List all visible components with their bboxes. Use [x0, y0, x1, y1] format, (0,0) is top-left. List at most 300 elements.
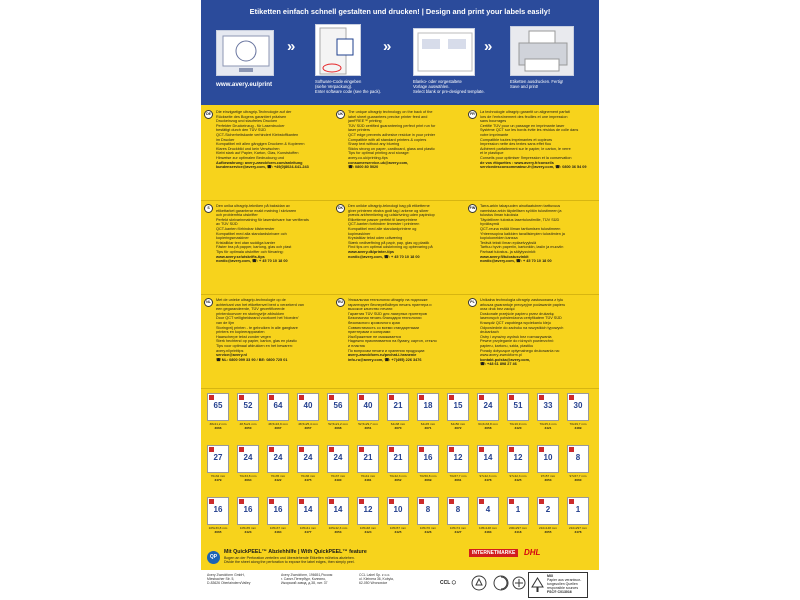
label-size: 70x25,4 mm [539, 422, 557, 426]
website-icon [216, 30, 274, 76]
address-ru: Avery Zweckform, 196651,Россия г. Санкт-Петербург, Колпино, Ижорский завод, д.38, лит. 37 [281, 573, 333, 585]
label-sheet-thumbnail [327, 393, 349, 421]
labels-per-sheet: 51 [513, 401, 523, 410]
label-size: 70x36 mm [300, 474, 316, 478]
labels-per-sheet: 24 [273, 453, 283, 462]
language-line: Certifié TÜV pour un passage en imprimante laser [480, 123, 565, 128]
language-line: Odpowiednie do zadruku na wszystkich typowych [480, 325, 564, 330]
language-line: Krystalklar tekst uden udtværing [348, 236, 403, 241]
internetmarke-logo: INTERNETMARKE [469, 549, 518, 557]
language-line: servicedesconsommateur-fr@avery.com, ☎: 0800 36 54 09 [480, 165, 587, 170]
language-line: www.avery.dk/printer-tips [348, 249, 394, 254]
sheet-corner-mark [389, 447, 394, 452]
language-row [201, 295, 599, 389]
language-line: etikettarket garanterar exakt matning i skrivaren [216, 208, 297, 213]
language-line: www.avery.se/utskrifts-tips [216, 254, 265, 259]
language-line: Impression nette des textes sans effet flou [480, 142, 552, 147]
label-sheet-thumbnail [507, 393, 529, 421]
language-text [216, 204, 329, 264]
language-line: Tarra-arkin takapuolen ainutlaatuinen tarttuvuus [480, 204, 561, 208]
language-text [216, 298, 329, 362]
labels-per-sheet: 24 [243, 453, 253, 462]
label-spec [475, 475, 501, 482]
language-sections [201, 107, 599, 389]
sheet-corner-mark [329, 499, 334, 504]
labels-per-sheet: 10 [543, 453, 553, 462]
label-size: 70x16,9 mm [509, 422, 527, 426]
language-text [348, 204, 461, 259]
labels-per-sheet: 21 [393, 453, 403, 462]
sheet-corner-mark [359, 447, 364, 452]
label-size: 70x35 mm [270, 474, 286, 478]
label-spec [445, 423, 471, 430]
label-sheet-thumbnail [297, 445, 319, 473]
language-line: Den unika ultragrip-tekniken på baksidan av [216, 204, 290, 208]
label-size: 52,5x21,2 mm [328, 422, 348, 426]
quickpeel-title: Mit QuickPEEL™ Abziehhilfe | With QuickPEEL™ feature [224, 549, 367, 555]
label-spec [565, 423, 591, 430]
sheet-corner-mark [329, 447, 334, 452]
language-line: QCT-reuna estää liiman tarttumisen tulostimeen [480, 226, 561, 231]
label-pack-back [201, 0, 599, 600]
product-code: 3667 [274, 425, 282, 430]
product-code: 3658 [484, 425, 492, 430]
language-line: Parhaat tulostus- ja säilytysvinkit: [480, 249, 536, 254]
language-line: гарантирует бесперебойную печать принтера и [348, 302, 432, 307]
sheet-corner-mark [539, 395, 544, 400]
language-line: varmistaa arkin täydellisen syötön tulostimeen ja [480, 208, 562, 213]
label-spec [535, 475, 561, 482]
label-spec [355, 423, 381, 430]
label-sheet-thumbnail [237, 393, 259, 421]
label-size: 52,5x29,7 mm [358, 422, 378, 426]
label-size: 97x57 mm [540, 474, 556, 478]
label-size: 70x29,7 mm [569, 422, 587, 426]
label-sheet-thumbnail [537, 497, 559, 525]
label-sheet-thumbnail [327, 445, 349, 473]
labels-per-sheet: 12 [363, 505, 373, 514]
language-code-badge: PL [468, 298, 477, 307]
label-size: 64x45 mm [420, 422, 436, 426]
labels-per-sheet: 4 [485, 505, 491, 514]
language-line: nordic@avery.com, ☎: + 45 70 10 18 00 [348, 254, 420, 259]
labels-per-sheet: 65 [213, 401, 223, 410]
labels-per-sheet: 15 [453, 401, 463, 410]
label-size: 97x67,7 mm [569, 474, 587, 478]
product-code: 3478 [484, 477, 492, 482]
label-spec [235, 475, 261, 482]
language-line: bestätigt durch den TÜV SÜD [216, 128, 266, 133]
product-code: 3421 [544, 425, 552, 430]
step-4-caption: Etiketten ausdrucken. Fertig! Save and print! [510, 79, 564, 90]
product-code: 3484 [274, 529, 282, 534]
language-line: Tips för optimala utskrifter och förvaring: [216, 249, 284, 254]
language-line: kopieringsmaskiner [216, 236, 249, 241]
language-line: Kompatibel med alla standardskrivare och [216, 231, 287, 236]
label-spec [475, 423, 501, 430]
label-size: 210x148 mm [539, 526, 557, 530]
language-text [348, 110, 461, 170]
recycle-icon [471, 575, 487, 591]
sheet-corner-mark [209, 395, 214, 400]
labels-per-sheet: 40 [363, 401, 373, 410]
label-sheet-thumbnail [477, 393, 499, 421]
language-line: label sheet guarantees precise printer feed and [348, 114, 428, 119]
labels-per-sheet: 30 [573, 401, 583, 410]
product-code: 3481 [364, 477, 372, 482]
language-line: Изображение не смазывается [348, 334, 402, 339]
language-code-badge: RU [336, 298, 345, 307]
product-code: 3653 [334, 529, 342, 534]
step-arrow: » [383, 38, 392, 55]
label-spec [505, 527, 531, 534]
label-spec [265, 423, 291, 430]
language-line: Adhérent parfaitement sur le papier, le carton, le verre [480, 146, 571, 151]
label-sheet-thumbnail [567, 393, 589, 421]
label-spec [565, 475, 591, 482]
product-code: 3666 [214, 425, 222, 430]
sheet-corner-mark [509, 395, 514, 400]
language-line: service@avery.nl [216, 353, 247, 358]
language-line: Conseils pour optimiser l'impression et la conservation [480, 155, 572, 160]
paper-recycling-icon [511, 575, 527, 591]
product-code: 3668 [334, 425, 342, 430]
label-spec [445, 527, 471, 534]
label-size: 105x48 mm [359, 526, 377, 530]
label-sheet-thumbnail [507, 497, 529, 525]
label-sheet-thumbnail [357, 497, 379, 525]
label-size: 48,5x25,4 mm [298, 422, 318, 426]
label-sheet-thumbnail [447, 497, 469, 525]
label-sheet-thumbnail [267, 445, 289, 473]
sheet-corner-mark [479, 499, 484, 504]
product-code: 3653 [544, 477, 552, 482]
labels-per-sheet: 52 [243, 401, 253, 410]
language-block [467, 204, 595, 292]
language-line: Sharp text without any blurring [348, 142, 400, 147]
language-line: hyväksymä [480, 222, 499, 227]
fsc-badge: MIX Papier aus verantwor- tungsvollen Quellen responsible sources FSC® C013016 [528, 572, 588, 598]
labels-per-sheet: 27 [213, 453, 223, 462]
labels-per-sheet: 8 [575, 453, 581, 462]
label-sheet-thumbnail [507, 445, 529, 473]
language-block [335, 110, 463, 198]
labels-per-sheet: 12 [513, 453, 523, 462]
sheet-corner-mark [299, 447, 304, 452]
label-sheet-thumbnail [447, 445, 469, 473]
label-spec [325, 423, 351, 430]
language-line: Надежно приклеивается на бумагу, картон, стекло [348, 339, 437, 344]
instructions-header [201, 0, 599, 105]
sheet-corner-mark [569, 447, 574, 452]
language-line: Den unikke ultragrip-teknologi bag på etiketterne [348, 204, 430, 208]
language-line: votre imprimante [480, 132, 509, 137]
language-line: nordic@avery.com, ☎: + 45 70 10 18 00 [216, 259, 288, 264]
product-code: 3671 [424, 425, 432, 430]
step-3-caption: Blanko- oder vorgestaltete Vorlage auswählen. Select blank or pre-designed template. [413, 79, 485, 95]
label-size: 105x42,3 mm [328, 526, 348, 530]
language-block [335, 298, 463, 386]
sheet-corner-mark [359, 499, 364, 504]
language-text [480, 204, 593, 264]
product-code: 3669 [424, 477, 432, 482]
language-line: et le plastique [480, 151, 504, 156]
label-spec [535, 527, 561, 534]
language-line: Krawędź QCT zapobiega wyciekaniu kleju [480, 320, 551, 325]
label-sheet-thumbnail [537, 393, 559, 421]
language-block [335, 204, 463, 292]
language-line: ☎: 0800 80 5020 [348, 165, 379, 170]
sheet-corner-mark [209, 447, 214, 452]
language-line: Sticks strong on paper, cardboard, glass and plastic [348, 146, 435, 151]
language-line: Klebt stark auf Papier, Karton, Glas, Kunststoffen [216, 151, 299, 156]
language-line: Stærk vedhæftning på papir, pap, glas og plastik [348, 240, 430, 245]
language-line: Kompatibel mit allen gängigen Druckern & Kopierern [216, 142, 305, 147]
sheet-corner-mark [539, 447, 544, 452]
language-line: och problemfria utskrifter [216, 213, 258, 218]
labels-per-sheet: 1 [515, 505, 521, 514]
sheet-corner-mark [419, 395, 424, 400]
language-line: Безопасная печать благодаря технологии [348, 316, 422, 321]
language-line: Pewne przyleganie do różnych powierzchni: [480, 339, 554, 344]
software-code-icon [315, 24, 361, 76]
fsc-tree-icon [531, 577, 544, 593]
language-line: Doskonałe przejście papieru przez drukarkę [480, 311, 554, 316]
labels-per-sheet: 18 [423, 401, 433, 410]
label-size: 70x42,3 mm [389, 474, 407, 478]
labels-per-sheet: 21 [393, 401, 403, 410]
labels-per-sheet: 12 [453, 453, 463, 462]
language-line: Tips voor optimaal afdrukken en het bewaren: [216, 343, 293, 348]
label-sheet-thumbnail [387, 445, 409, 473]
language-block [203, 298, 331, 386]
product-code: 3651 [364, 425, 372, 430]
language-line: Terävä teksti ilman epäselvyyksiä [480, 240, 537, 245]
product-code: 3661 [454, 477, 462, 482]
sheet-corner-mark [389, 395, 394, 400]
language-text [480, 110, 593, 170]
label-size: 105x70 mm [419, 526, 437, 530]
label-size: 70x33,8 mm [239, 474, 257, 478]
language-line: www.avery-zweckform.pl [480, 353, 522, 358]
language-line: Совместимость со всеми стандартными [348, 325, 420, 330]
language-line: ☎: +48 61 898 27 46 [480, 362, 517, 367]
label-sheet-thumbnail [237, 445, 259, 473]
sheet-corner-mark [569, 499, 574, 504]
language-code-badge: DE [204, 110, 213, 119]
step-1-caption: www.avery.eu/print [216, 81, 273, 88]
language-code-badge: DK [336, 204, 345, 213]
label-spec [295, 423, 321, 430]
product-code: 3479 [214, 477, 222, 482]
language-line: Kompatibel med alle standardprintere og [348, 226, 417, 231]
sheet-corner-mark [509, 499, 514, 504]
template-icon [413, 28, 475, 76]
label-size: 70x41 mm [360, 474, 376, 478]
product-code: 3475 [304, 477, 312, 482]
language-line: Storingvrij printen - te gebruiken in alle gangbare [216, 325, 298, 330]
language-text [480, 298, 593, 367]
language-line: consumerservice-uk@avery.com, [348, 160, 409, 165]
language-line: Find tips om optimal udskrivning og opbevaring på [348, 245, 433, 250]
sheet-corner-mark [269, 447, 274, 452]
labels-per-sheet: 24 [483, 401, 493, 410]
language-line: Druckeinzug und staufreies Drucken [216, 119, 278, 124]
product-code: 3672 [454, 425, 462, 430]
label-size: 70x67,7 mm [449, 474, 467, 478]
label-spec [265, 475, 291, 482]
product-code: 3418 [514, 529, 522, 534]
label-size: 48,5x16,9 mm [268, 422, 288, 426]
language-line: Rückseite des Bogens garantiert präzisen [216, 114, 287, 119]
product-code: 3490 [334, 477, 342, 482]
language-line: Aufbewahrung: avery-zweckform.com/anleitung [216, 160, 303, 165]
label-size: 105x57 mm [389, 526, 407, 530]
label-spec [355, 527, 381, 534]
sheet-corner-mark [389, 499, 394, 504]
language-line: Etiketterne passer perfekt til laserprintere [348, 217, 418, 222]
label-spec [415, 423, 441, 430]
language-line: een gegarandeerde, TÜV gecertificeerde [216, 307, 285, 312]
label-spec [235, 423, 261, 430]
language-line: printers en kopieerapparaten [216, 330, 265, 335]
product-code: 3652 [394, 477, 402, 482]
label-size: 105x148 mm [479, 526, 497, 530]
language-line: Täydellinen tulostus lasertulostimille, TÜV SÜD [480, 217, 560, 222]
label-sheet-thumbnail [207, 497, 229, 525]
product-code: 3483 [484, 529, 492, 534]
language-line: kontakt-polska@avery.com, [480, 357, 531, 362]
language-code-badge: UK [336, 110, 345, 119]
language-line: QCT-kanten förhindrar klisterrester [216, 226, 275, 231]
sheet-corner-mark [569, 395, 574, 400]
labels-per-sheet: 33 [543, 401, 553, 410]
labels-per-sheet: 8 [425, 505, 431, 514]
step-arrow: » [484, 38, 493, 55]
labels-per-sheet: 56 [333, 401, 343, 410]
language-line: kundenservice@avery.com, ☎: +49(0)8024-641-243 [216, 165, 309, 170]
labels-per-sheet: 2 [545, 505, 551, 514]
label-sheet-thumbnail [537, 445, 559, 473]
labels-per-sheet: 1 [575, 505, 581, 514]
labels-per-sheet: 14 [303, 505, 313, 514]
language-line: ☎ NL: 0800 099 33 90 / BE: 0800 725 01 [216, 357, 288, 362]
language-line: jamFREE™ printing [348, 119, 382, 124]
sheet-corner-mark [419, 499, 424, 504]
label-size: 105x35 mm [239, 526, 257, 530]
language-line: lors de l'entraînement des feuilles et une impression [480, 114, 568, 119]
labels-per-sheet: 16 [213, 505, 223, 514]
label-sheet-thumbnail [567, 497, 589, 525]
sheet-corner-mark [449, 395, 454, 400]
language-line: avery.co.uk/printing-tips [348, 155, 388, 160]
label-spec [385, 527, 411, 534]
sheet-corner-mark [239, 395, 244, 400]
language-code-badge: FIN [468, 204, 477, 213]
product-code: 3665 [214, 529, 222, 534]
label-size: 105x37 mm [269, 526, 287, 530]
labels-per-sheet: 14 [483, 453, 493, 462]
language-line: nordic@avery.com, ☎: + 45 70 10 18 00 [480, 259, 552, 264]
label-spec [205, 475, 231, 482]
language-line: Tips for optimal printing and storage: [348, 151, 410, 156]
product-code: 3657 [304, 425, 312, 430]
sheet-corner-mark [359, 395, 364, 400]
label-sheet-thumbnail [477, 445, 499, 473]
language-line: Tarttuu hyvin paperiin, kartonkiin, lasiin ja muoviin [480, 245, 564, 250]
label-sheet-thumbnail [447, 393, 469, 421]
language-line: arkusza gwarantuje precyzyjne podawanie papieru [480, 302, 566, 307]
language-line: Уникальная технология ultragrip на подложке [348, 298, 428, 302]
language-line: achterkant van het etikettenvel bent u verzekerd van [216, 302, 305, 307]
language-line: papieru, kartonu, szkła, plastiku [480, 343, 534, 348]
sheet-corner-mark [479, 447, 484, 452]
label-size: 105x41 mm [299, 526, 317, 530]
product-code: 3477 [304, 529, 312, 534]
ccl-logo: CCL ⬡ [440, 580, 456, 586]
language-line: и пластик [348, 343, 365, 348]
language-line: Compatible toutes imprimantes et copieurs [480, 137, 552, 142]
language-line: Unikalna technologia ultragrip zastosowana z tyłu [480, 298, 564, 302]
sheet-corner-mark [239, 499, 244, 504]
label-sheet-thumbnail [267, 393, 289, 421]
label-spec [355, 475, 381, 482]
sheet-corner-mark [239, 447, 244, 452]
label-size: 97x42,3 mm [509, 474, 527, 478]
language-block [467, 110, 595, 198]
sheet-corner-mark [539, 499, 544, 504]
language-line: Door QCT veiligheidsrand voorkomt het 'bloeden' [216, 316, 299, 321]
label-spec [445, 475, 471, 482]
language-line: По вопросам печати и хранения продукции: [348, 348, 426, 353]
language-line: de vos étiquettes : www.avery.fr/conseils [480, 160, 554, 165]
address-de: Avery Zweckform GmbH, Miesbacher Str. 5, D-83626 Oberlaindern/Valley [207, 573, 251, 585]
product-code: 3655 [544, 529, 552, 534]
quickpeel-banner [201, 546, 599, 570]
language-line: Compatible with all standard printers & copiers [348, 137, 427, 142]
language-line: Fäster bra på papper, kartong, glas och plast [216, 245, 292, 250]
language-block [203, 110, 331, 198]
label-spec [325, 527, 351, 534]
language-line: van de lijm [216, 320, 235, 325]
sheet-corner-mark [209, 499, 214, 504]
sheet-corner-mark [269, 395, 274, 400]
label-size: 105x33,8 mm [208, 526, 228, 530]
language-line: QCT-Sicherheitskante verhindert Klebstoffkanten [216, 132, 299, 137]
green-dot-icon [493, 575, 509, 591]
product-code: 3489 [574, 425, 582, 430]
language-line: Hinweise zur optimalen Bedruckung und [216, 155, 284, 160]
sheet-corner-mark [509, 447, 514, 452]
product-code: 3425 [514, 477, 522, 482]
language-line: www.avery.fi/tulostusvinkit [480, 254, 529, 259]
language-line: Die einzigartige ultragrip-Technologie auf der [216, 110, 292, 114]
language-code-badge: S [204, 204, 213, 213]
language-line: præcis arkfremføring og udskrivning uden papirstop [348, 213, 435, 218]
language-line: kopiokoneiden kanssa [480, 236, 518, 241]
label-spec [505, 475, 531, 482]
language-row [201, 201, 599, 295]
language-line: sans bourrages [480, 119, 507, 124]
product-code: 3424 [364, 529, 372, 534]
sheet-corner-mark [269, 499, 274, 504]
label-sheet-thumbnail [357, 393, 379, 421]
language-line: avery.nl/printtips [216, 348, 244, 353]
sheet-corner-mark [449, 499, 454, 504]
labels-per-sheet: 24 [333, 453, 343, 462]
label-spec [415, 475, 441, 482]
language-line: Yhteensopiva kaikkien tavallisimpien tulostimien ja [480, 231, 565, 236]
